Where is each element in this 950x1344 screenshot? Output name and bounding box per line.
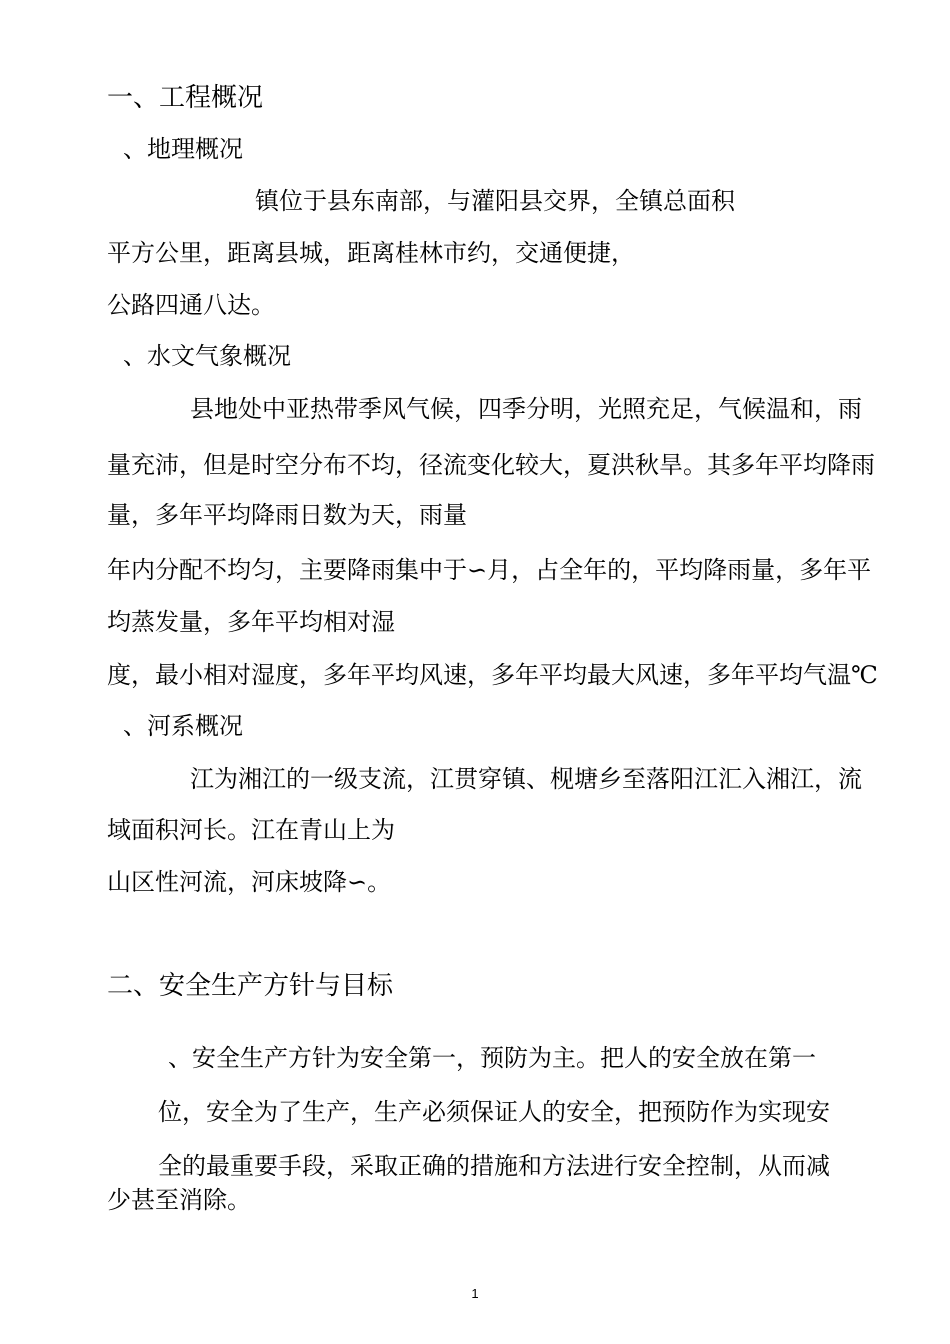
paragraph-line: 少甚至消除。	[107, 1186, 251, 1214]
paragraph-line: 县地处中亚热带季风气候，四季分明，光照充足，气候温和，雨	[190, 395, 862, 423]
paragraph-line: 量充沛，但是时空分布不均，径流变化较大，夏洪秋旱。其多年平均降雨	[107, 451, 875, 479]
section-heading: 一、工程概况	[107, 83, 264, 113]
paragraph-line: 全的最重要手段，采取正确的措施和方法进行安全控制，从而减	[158, 1152, 830, 1180]
paragraph-line: 域面积河长。江在青山上为	[107, 816, 395, 844]
subsection-heading: 、河系概况	[123, 712, 243, 740]
paragraph-line: 镇位于县东南部，与灌阳县交界，全镇总面积	[255, 187, 735, 215]
page-number: 1	[471, 1286, 479, 1301]
paragraph-line: 度，最小相对湿度，多年平均风速，多年平均最大风速，多年平均气温℃	[107, 661, 878, 689]
paragraph-line: 位，安全为了生产，生产必须保证人的安全，把预防作为实现安	[158, 1098, 830, 1126]
subsection-heading: 、地理概况	[123, 135, 243, 163]
paragraph-line: 江为湘江的一级支流，江贯穿镇、枧塘乡至落阳江汇入湘江，流	[190, 765, 862, 793]
paragraph-line: 量，多年平均降雨日数为天，雨量	[107, 501, 467, 529]
paragraph-line: 平方公里，距离县城，距离桂林市约，交通便捷，	[107, 239, 635, 267]
section-heading: 二、安全生产方针与目标	[107, 971, 394, 1001]
paragraph-line: 公路四通八达。	[107, 291, 275, 319]
paragraph-line: 均蒸发量，多年平均相对湿	[107, 608, 395, 636]
subsection-heading: 、水文气象概况	[123, 342, 291, 370]
paragraph-line: 山区性河流，河床坡降∽。	[107, 868, 392, 896]
paragraph-line: 年内分配不均匀，主要降雨集中于∽月，占全年的，平均降雨量，多年平	[107, 556, 872, 584]
paragraph-line: 、安全生产方针为安全第一，预防为主。把人的安全放在第一	[168, 1044, 816, 1072]
